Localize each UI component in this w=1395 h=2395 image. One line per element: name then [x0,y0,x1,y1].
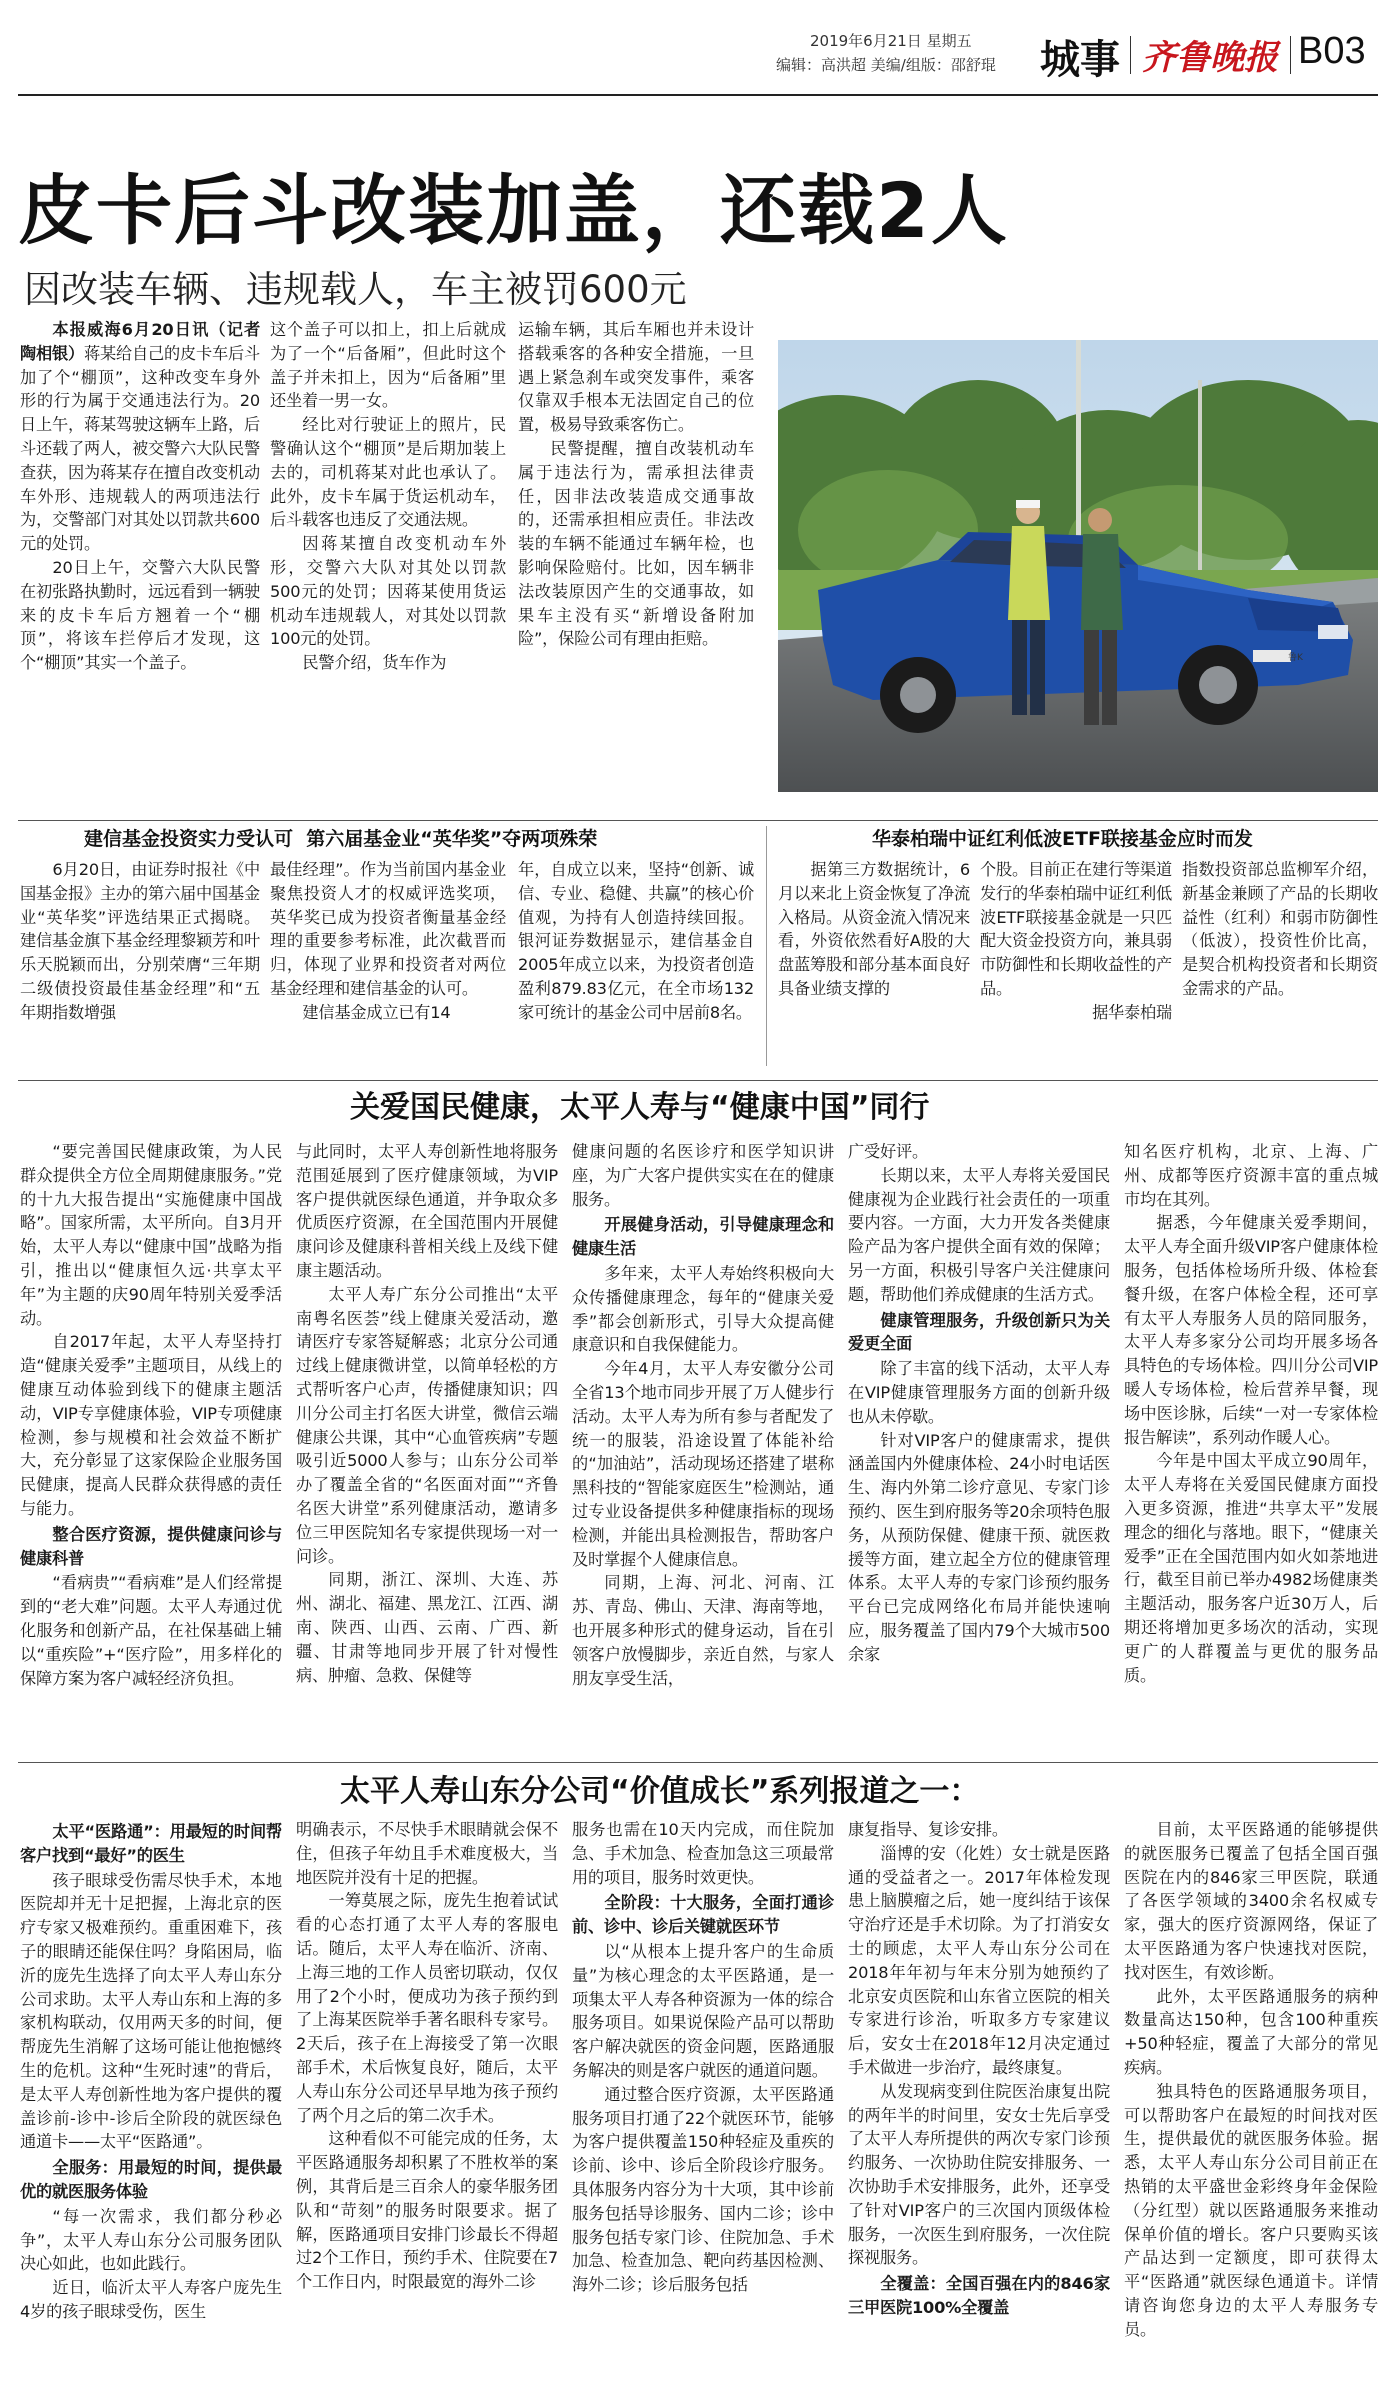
story4-col3-p4: 同期，上海、河北、河南、江苏、青岛、佛山、天津、海南等地，也开展多种形式的健身运动，旨在引领客户放慢脚步，亲近自然，与家人朋友享受生活， [572,1573,834,1688]
story5-column-1 [20,1818,282,2392]
story4-col2-p2: 太平人寿广东分公司推出“太平南粤名医荟”线上健康关爱活动，邀请医疗专家答疑解惑；北京分公司通过线上健康微讲堂，以简单轻松的方式帮听客户心声，传播健康知识；四川分公司主打名医大讲堂，微信云端健康公共课，其中“心血管疾病”专题吸引近5000人参与；山东分公司举办了覆盖全省的“名医面对面”“齐鲁名医大讲堂”系列健康活动，邀请多位三甲医院知名专家提供现场一对一问诊。 [296,1284,558,1566]
story1-col1-p2: 20日上午，交警六大队民警在初张路执勤时，远远看到一辆驶来的皮卡车后方翘着一个“棚顶”，将该车拦停后才发现，这个“棚顶”其实一个盖子。 [20,557,260,673]
story3-col1: 据第三方数据统计，6月以来北上资金恢复了净流入格局。从资金流入情况来看，外资依然看好A股的大盘蓝筹股和部分基本面良好具备业绩支撑的 [778,860,970,998]
story5-col5-p2: 此外，太平医路通服务的病种数量高达150种，包含100种重疾+50种轻症，覆盖了大部分的常见疾病。 [1124,1986,1378,2077]
story5-headline: 太平人寿山东分公司“价值成长”系列报道之一： [340,1774,980,1809]
story3-col3: 指数投资部总监柳军介绍，新基金兼顾了产品的长期收益性（红利）和弱市防御性（低波），投资性价比高，是契合机构投资者和长期资金需求的产品。 [1182,860,1378,998]
story1-headline: 皮卡后斗改装加盖，还载2人 [18,166,1009,255]
story5-column-2 [296,1818,558,2392]
story1-col1-p1: 蒋某给自己的皮卡车后斗加了个“棚顶”，这种改变车身外形的行为属于交通违法行为。20日上午，蒋某驾驶这辆车上路，后斗还载了两人，被交警六大队民警查获，因为蒋某存在擅自改变机动车外形、违规载人的两项违法行为，交警部门对其处以罚款共600元的处罚。 [20,343,260,554]
story4-column-1 [20,1140,282,1752]
story1-col2-p2: 经比对行驶证上的照片，民警确认这个“棚顶”是后期加装上去的，司机蒋某对此也承认了。此外，皮卡车属于货运机动车，后斗载客也违反了交通法规。 [270,415,506,530]
story5-column-5 [1124,1818,1378,2392]
story1-column-2 [270,318,506,838]
story4-column-2 [296,1140,558,1752]
story3-col2b: 据华泰柏瑞 [1092,1002,1172,1022]
story5-col3-subhead: 全阶段：十大服务，全面打通诊前、诊中、诊后关键就医环节 [572,1893,834,1937]
story4-col4-p4: 针对VIP客户的健康需求，提供涵盖国内外健康体检、24小时电话医生、海内外第二诊疗意见、专家门诊预约、医生到府服务等20余项特色服务，从预防保健、健康干预、就医救援等方面，建立起全方位的健康管理体系。太平人寿的专家门诊预约服务平台已完成网络化布局并能快速响应，服务覆盖了国内79个大城市500余家 [848,1430,1110,1664]
story5-col5-p3: 独具特色的医路通服务项目，可以帮助客户在最短的时间找对医生，提供最优的就医服务体验。据悉，太平人寿山东分公司目前正在热销的太平盛世金彩终身年金保险（分红型）就以医路通服务来推动保单价值的增长。客户只要购买该产品达到一定额度，即可获得太平“医路通”就医绿色通道卡。详情请咨询您身边的太平人寿服务专员。 [1124,2081,1378,2339]
story4-col1-p1: “要完善国民健康政策，为人民群众提供全方位全周期健康服务。”党的十九大报告提出“实施健康中国战略”。国家所需，太平所向。自3月开始，太平人寿以“健康中国”战略为指引，推出以“健康恒久远·共享太平年”为主题的庆90周年特别关爱季活动。 [20,1142,282,1328]
story4-column-3 [572,1140,834,1752]
story2-column-3 [518,858,754,1072]
story5-col1-p1: 孩子眼球受伤需尽快手术，本地医院却并无十足把握，上海北京的医疗专家又极难预约。重重困难下，孩子的眼睛还能保住吗？身陷困局，临沂的庞先生选择了向太平人寿山东分公司求助。太平人寿山东和上海的多家机构联动，仅用两天多的时间，便帮庞先生消解了这场可能让他抱憾终生的危机。这种“生死时速”的背后，是太平人寿创新性地为客户提供的覆盖诊前-诊中-诊后全阶段的就医绿色通道卡——太平“医路通”。 [20,1870,282,2152]
story1-subhead: 因改装车辆、违规载人，车主被罚600元 [24,268,687,311]
story5-col3-p3: 通过整合医疗资源，太平医路通服务项目打通了22个就医环节，能够为客户提供覆盖150种轻症及重疾的诊前、诊中、诊后全阶段诊疗服务。具体服务内容分为十大项，其中诊前服务包括导诊服务、国内二诊；诊中服务包括专家门诊、住院加急、手术加急、检查加急、靶向药基因检测、海外二诊；诊后服务包括 [572,2084,834,2295]
story4-col4-subhead: 健康管理服务，升级创新只为关爱更全面 [848,1310,1110,1354]
story1-col3-p2: 民警提醒，擅自改装机动车属于违法行为，需承担法律责任，因非法改装造成交通事故的，还需承担相应责任。非法改装的车辆不能通过车辆年检，也影响保险赔付。比如，因车辆非法改装原因产生的交通事故，如果车主没有买“新增设备附加险”，保险公司有理由拒赔。 [518,438,754,649]
story5-col4-p3: 从发现病变到住院医治康复出院的两年半的时间里，安女士先后享受了太平人寿所提供的两次专家门诊预约服务、一次协助住院安排服务、一次协助手术安排服务，此外，还享受了针对VIP客户的三次国内顶级体检服务，一次医生到府服务，一次住院探视服务。 [848,2081,1110,2268]
story1-dateline: 本报威海6月20日讯（记者 陶相银） [20,320,260,363]
story2-col3: 年，自成立以来，坚持“创新、诚信、专业、稳健、共赢”的核心价值观，为持有人创造持续回报。银河证券数据显示，建信基金自2005年成立以来，为投资者创造盈利879.83亿元，在全市场132家可统计的基金公司中居前8名。 [518,860,754,1022]
story4-col3-p3: 今年4月，太平人寿安徽分公司全省13个地市同步开展了万人健步行活动。太平人寿为所有参与者配发了统一的服装，沿途设置了体能补给的“加油站”，活动现场还搭建了堪称黑科技的“智能家庭医生”检测站，通过专业设备提供多种健康指标的现场检测，并能出具检测报告，帮助客户及时掌握个人健康信息。 [572,1359,834,1569]
story4-col1-p2: 自2017年起，太平人寿坚持打造“健康关爱季”主题项目，从线上的健康互动体验到线下的健康主题活动，VIP专享健康体验，VIP专项健康检测，参与规模和社会效益不断扩大，充分彰显了这家保险企业服务国民健康，提高人民群众获得感的责任与能力。 [20,1332,282,1518]
story5-col4-p2: 淄博的安（化姓）女士就是医路通的受益者之一。2017年体检发现患上脑膜瘤之后，她一度纠结于该保守治疗还是手术切除。为了打消安女士的顾虑，太平人寿山东分公司在2018年年初与年末分别为她预约了北京安贞医院和山东省立医院的相关专家进行诊治，听取多方专家建议后，安女士在2018年12月决定通过手术做进一步治疗，最终康复。 [848,1843,1110,2077]
story5-column-4 [848,1818,1110,2392]
story4-col4-p3: 除了丰富的线下活动，太平人寿在VIP健康管理服务方面的创新升级也从未停歇。 [848,1359,1110,1426]
story4-col5-p2: 据悉，今年健康关爱季期间，太平人寿全面升级VIP客户健康体检服务，包括体检场所升级、体检套餐升级，在客户体检全程，还可享有太平人寿服务人员的陪同服务，太平人寿多家分公司均开展多场各具特色的专场体检。四川分公司VIP暖人专场体检，检后营养早餐，现场中医诊脉，后续“一对一专家体检报告解读”，系列动作暖人心。 [1124,1213,1378,1447]
story1-column-3 [518,318,754,838]
story5-col1-subhead: 太平“医路通”：用最短的时间帮客户找到“最好”的医生 [20,1822,282,1865]
masthead-rule [18,94,1378,96]
story2-col2: 最佳经理”。作为当前国内基金业聚焦投资人才的权威评选奖项，英华奖已成为投资者衡量基金经理的重要参考标准，此次截晋而归，体现了业界和投资者对两位基金经理和建信基金的认可。 [270,860,506,998]
story3-column-2 [980,858,1172,1072]
story4-col5-p3: 今年是中国太平成立90周年，太平人寿将在关爱国民健康方面投入更多资源，推进“共享太平”发展理念的细化与落地。眼下，“健康关爱季”正在全国范围内如火如荼地进行，截至目前已举办4982场健康类主题活动，服务客户近30万人，后期还将增加更多场次的活动，实现更广的人群覆盖与更优的服务品质。 [1124,1451,1378,1685]
story4-col3-p2: 多年来，太平人寿始终积极向大众传播健康理念，每年的“健康关爱季”都会创新形式，引导大众提高健康意识和自我保健能力。 [572,1263,834,1355]
story5-column-3 [572,1818,834,2392]
story5-col2-p3: 这种看似不可能完成的任务，太平医路通服务却积累了不胜枚举的案例，其背后是三百余人的豪华服务团队和“苛刻”的服务时限要求。据了解，医路通项目安排门诊最长不得超过2个工作日，预约手术、住院要在7个工作日内，时限最宽的海外二诊 [296,2129,558,2292]
story4-col3-subhead: 开展健身活动，引导健康理念和健康生活 [572,1215,834,1259]
page-number: B03 [1298,30,1366,72]
story3-column-1 [778,858,970,1072]
story5-col1-p3: 近日，临沂太平人寿客户庞先生4岁的孩子眼球受伤，医生 [20,2278,282,2321]
pickup-truck-photo [778,340,1378,792]
story3-headline: 华泰柏瑞中证红利低波ETF联接基金应时而发 [872,828,1253,850]
story5-col4-subhead: 全覆盖：全国百强在内的846家三甲医院100%全覆盖 [848,2274,1110,2317]
story1-col2-p4: 民警介绍，货车作为 [302,653,447,673]
story5-col2-p1: 明确表示，不尽快手术眼睛就会保不住，但孩子年幼且手术难度极大，当地医院并没有十足的把握。 [296,1820,558,1887]
story3-column-3 [1182,858,1378,1072]
story5-col5-p1: 目前，太平医路通的能够提供的就医服务已覆盖了包括全国百强医院在内的846家三甲医院，联通了各医学领域的3400余名权威专家，强大的医疗资源网络，保证了太平医路通为客户快速找对医院，找对医生，有效诊断。 [1124,1820,1378,1982]
story2-headline: 建信基金投资实力受认可 第六届基金业“英华奖”夺两项殊荣 [84,828,598,850]
section-name: 城事 [1040,37,1120,83]
editor-credits: 编辑：高洪超 美编/组版：邵舒琨 [776,56,996,74]
story5-col3-p2: 以“从根本上提升客户的生命质量”为核心理念的太平医路通，是一项集太平人寿各种资源为一体的综合服务项目。如果说保险产品可以帮助客户解决就医的资金问题，医路通服务解决的则是客户就医的通道问题。 [572,1941,834,2080]
story2-col2b: 建信基金成立已有14 [302,1002,451,1022]
story4-col2-p1: 与此同时，太平人寿创新性地将服务范围延展到了医疗健康领域，为VIP客户提供就医绿色通道，并争取众多优质医疗资源，在全国范围内开展健康问诊及健康科普相关线上及线下健康主题活动。 [296,1142,558,1280]
story5-col1-subhead-2: 全服务：用最短的时间，提供最优的就医服务体验 [20,2158,282,2201]
story1-column-1 [20,318,260,838]
story3-col2: 个股。目前正在建行等渠道发行的华泰柏瑞中证红利低波ETF联接基金就是一只匹配大资金投资方向，兼具弱市防御性和长期收益性的产品。 [980,860,1172,998]
plate-text: 鲁K [1288,653,1303,663]
story5-col1-p2: “每一次需求，我们都分秒必争”，太平人寿山东分公司服务团队决心如此，也如此践行。 [20,2206,282,2274]
story2-col1: 6月20日，由证券时报社《中国基金报》主办的第六届中国基金业“英华奖”评选结果正式揭晓。建信基金旗下基金经理黎颖芳和叶乐天脱颖而出，分别荣膺“三年期二级债投资最佳基金经理”和“五年期指数增强 [20,860,260,1022]
story2-column-2 [270,858,506,1072]
story4-col5-p1: 知名医疗机构，北京、上海、广州、成都等医疗资源丰富的重点城市均在其列。 [1124,1142,1378,1209]
story5-col2-p2: 一筹莫展之际，庞先生抱着试试看的心态打通了太平人寿的客服电话。随后，太平人寿在临沂、济南、上海三地的工作人员密切联动，仅仅用了2个小时，便成功为孩子预约到了上海某医院举手著名眼科专家号。2天后，孩子在上海接受了第一次眼部手术，术后恢复良好，随后，太平人寿山东分公司还早早地为孩子预约了两个月之后的第二次手术。 [296,1891,558,2125]
rule-after-story4 [18,1762,1378,1763]
story5-col4-p1: 康复指导、复诊安排。 [848,1820,1008,1839]
photo-svg [778,340,1378,792]
story4-column-5 [1124,1140,1378,1752]
issue-date: 2019年6月21日 星期五 [810,32,972,50]
story4-col2-p3: 同期，浙江、深圳、大连、苏州、湖北、福建、黑龙江、江西、湖南、陕西、山西、云南、广西、新疆、甘肃等地同步开展了针对慢性病、肿瘤、急救、保健等 [296,1570,558,1685]
story4-col1-subhead: 整合医疗资源，提供健康问诊与健康科普 [20,1524,282,1568]
story1-col2-p1: 这个盖子可以扣上，扣上后就成为了一个“后备厢”，但此时这个盖子并未扣上，因为“后备厢”里还坐着一男一女。 [270,320,506,411]
story5-col3-p1: 服务也需在10天内完成，而住院加急、手术加急、检查加急这三项最常用的项目，服务时效更快。 [572,1820,834,1887]
story4-col4-p2: 长期以来，太平人寿将关爱国民健康视为企业践行社会责任的一项重要内容。一方面，大力开发各类健康险产品为客户提供全面有效的保障；另一方面，积极引导客户关注健康问题，帮助他们养成健康的生活方式。 [848,1165,1110,1304]
story4-col3-p1: 健康问题的名医诊疗和医学知识讲座，为广大客户提供实实在在的健康服务。 [572,1142,834,1209]
story1-col2-p3: 因蒋某擅自改变机动车外形，交警六大队对其处以罚款500元的处罚；因蒋某使用货运机动车违规载人，对其处以罚款100元的处罚。 [270,534,506,649]
story4-col4-p1: 广受好评。 [848,1142,928,1161]
story4-headline: 关爱国民健康，太平人寿与“健康中国”同行 [350,1090,930,1125]
driver-figure [1081,508,1123,725]
story2-column-1 [20,858,260,1072]
rule-after-story3 [18,1080,1378,1081]
masthead-divider-2 [1290,36,1291,74]
newspaper-logo: 齐鲁晚报 [1142,38,1278,78]
rule-after-story1 [18,820,1378,821]
story4-col1-p3: “看病贵”“看病难”是人们经常提到的“老大难”问题。太平人寿通过优化服务和创新产品，在社保基础上辅以“重疾险”+“医疗险”，用多样化的保障方案为客户减轻经济负担。 [20,1573,282,1688]
masthead-divider [1130,36,1131,74]
story4-column-4 [848,1140,1110,1752]
story1-col3-p1: 运输车辆，其后车厢也并未设计搭载乘客的各种安全措施，一旦遇上紧急刹车或突发事件，乘客仅靠双手根本无法固定自己的位置，极易导致乘客伤亡。 [518,320,754,435]
story2-story3-divider [766,826,767,1066]
masthead [0,0,1395,90]
